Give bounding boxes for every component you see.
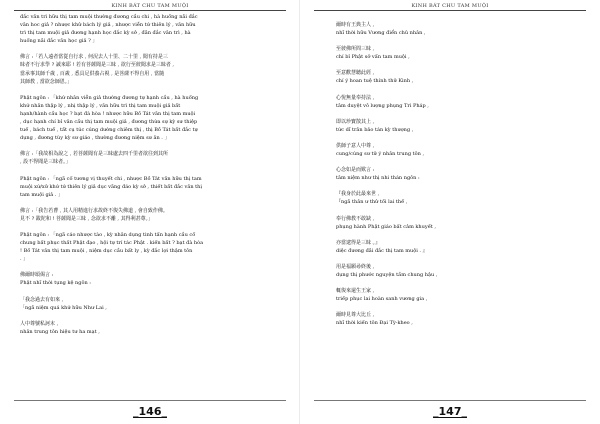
text-line: trì thị tam muội giả đương hạnh học đắc kỳ sở , đãn đắc văn trì , hà	[20, 30, 191, 37]
text-paragraph	[336, 94, 574, 110]
text-line: nhĩ thời hữu Vương điển chủ nhân ,	[336, 30, 426, 37]
text-paragraph	[336, 190, 574, 206]
text-paragraph	[336, 239, 574, 255]
text-paragraph	[20, 13, 282, 45]
text-line: 昧者不行求學 ? 誠來耶 ! 若有菩薩聞是三昧 , 欲行至彼聞求是三昧者 ,	[20, 62, 174, 69]
text-line: diệc đương đãi đắc thị tam muội . 』	[336, 247, 428, 254]
text-line: 當承事其師千歲 , 百歲 , 悉具足供養占視 , 是菩薩不得自用 , 當隨	[20, 70, 165, 77]
text-line: Phật ngôn : 「ngã cố tương vị thuyết chi , nhược Bồ Tát văn hữu thị tam	[20, 175, 202, 182]
text-line: tuế , bách tuế , tất cụ túc cúng dường chiêm thị , thị Bồ Tát bất đắc tự	[20, 127, 198, 134]
text-paragraph	[336, 21, 574, 37]
text-paragraph	[336, 118, 574, 134]
text-paragraph	[20, 150, 282, 166]
text-line: dụng , đương tùy kỳ sư giáo , thường đương niệm sư ân . 」	[20, 135, 170, 142]
text-line: . 」	[20, 256, 29, 263]
text-paragraph	[20, 271, 282, 287]
text-line: 佛言 :「若人遠者當從自行求 , 何況去人十里、二十里 , 聞有持是三	[20, 54, 168, 61]
text-line: 心悅無量奉持法 ,	[336, 94, 375, 101]
text-paragraph	[20, 320, 282, 336]
page-number: _147_	[433, 405, 467, 418]
text-line: phụng hành Phật giáo bất cảm khuyết ,	[336, 223, 436, 230]
text-line: Phật ngôn : 「khứ nhân viễn giả thường đương tự hạnh cầu , hà huống	[20, 94, 199, 101]
text-paragraph	[336, 311, 574, 327]
text-paragraph	[20, 175, 282, 199]
text-line: 爾時見尊大比丘 ,	[336, 312, 375, 319]
header-rule	[314, 10, 586, 11]
text-line: tức dĩ trân bảo tán kỳ thượng ,	[336, 126, 414, 133]
text-line: muội xứ/xử khứ tứ thiên lý giả dục vãng đáo kỳ sở , thiết bất đắc văn thị	[20, 183, 202, 190]
text-line: 爾時有王典主人 ,	[336, 22, 375, 28]
footer-rule	[314, 400, 586, 401]
text-line: huống nãi đắc văn học giả ? 」	[20, 38, 98, 45]
text-line: 亦當逮得是三昧 。』	[336, 239, 381, 246]
text-line: 至意歡慧聽此經 ,	[336, 70, 375, 77]
text-line: Phật ngôn : 「ngã cáo nhược tào , kỳ nhân dụng tinh tấn hạnh cầu cố	[20, 231, 196, 238]
text-line: 佛言 :「我告若曹 , 其人用精進行求故終不復失佛道 , 會自致作佛。	[20, 207, 168, 214]
text-line: 『我身於此最來世 ,	[336, 191, 380, 198]
text-paragraph	[20, 94, 282, 143]
text-line: tâm duyệt vô lượng phụng Trì Pháp ,	[336, 102, 429, 109]
text-paragraph	[20, 207, 282, 223]
text-line: 用是福願尋終後 ,	[336, 263, 375, 270]
text-line: nhân trung tôn hiệu tư ha mạt ,	[20, 328, 100, 335]
text-paragraph	[336, 287, 574, 303]
footer-rule	[14, 400, 286, 401]
text-paragraph	[20, 53, 282, 85]
running-head: KINH BÁT CHU TAM MUỘI	[411, 3, 489, 9]
right-page	[300, 0, 600, 424]
text-line: văn hoc giả ? nhược khử bách lý giả , nhược viễn tứ thiên lý , văn hữu	[20, 22, 196, 29]
page-body	[20, 13, 282, 344]
text-paragraph	[336, 69, 574, 85]
text-line: 供師子意人中尊 ,	[336, 142, 375, 149]
text-line: chí ý hoan tuệ thính thử Kinh ,	[336, 78, 414, 85]
text-line: chung bất phục thất Phật đạo , hội tự trí tác Phật . kiến bất ? bạt đà hòa	[20, 240, 204, 247]
text-line: ! Bồ Tát văn thị tam muội , niệm dục cầu bất ly , kỳ đắc lợi thậm tôn	[20, 248, 193, 255]
text-line: , 設不得聞是三昧者。」	[20, 159, 71, 166]
text-line: Phật nhĩ thời tụng kệ ngôn :	[20, 280, 91, 287]
text-paragraph	[336, 215, 574, 231]
text-line: cung/cúng sư tử ý nhân trung tôn ,	[336, 151, 425, 158]
running-head: KINH BÁT CHU TAM MUỘI	[111, 3, 189, 9]
text-line: 『ngã thân ư thử tối lai thế ,	[336, 199, 408, 206]
text-line: dụng thị phước nguyện tầm chung hậu ,	[336, 271, 438, 278]
text-line: nhĩ thời kiến tôn Đại Tỳ-kheo ,	[336, 320, 413, 327]
text-line: , dục hạnh chí bỉ văn cầu thị tam muội giả , đương thừa sự kỳ sư thiệp	[20, 119, 198, 126]
text-line: chí bỉ Phật sở vấn tam muội ,	[336, 54, 410, 61]
text-paragraph	[336, 263, 574, 279]
text-line: 其師教 , 當欲念師恩。」	[20, 78, 73, 85]
text-line: tam muội giả . 」	[20, 191, 64, 198]
text-line: 佛言 :「我故相為說之 , 若菩薩聞有是三昧處去四千里者欲往到其所	[20, 151, 169, 158]
text-line: 心念如是而歎言 :	[336, 167, 375, 174]
text-paragraph	[336, 142, 574, 158]
text-line: hạnh/hành cầu học ? bạt đà hòa ! nhược hữu Bồ Tát văn thị tam muội	[20, 110, 196, 117]
text-line: khứ nhân thập lý , nhị thập lý , văn hữu trì thị tam muội giả bất	[20, 102, 181, 109]
header-rule	[14, 10, 286, 11]
text-line: 至彼佛所問三昧 ,	[336, 46, 375, 53]
text-line: 即以珍寶散其上 ,	[336, 118, 375, 125]
text-paragraph	[20, 231, 282, 263]
text-line: 奉行佛教不敢缺 ,	[336, 215, 375, 222]
text-paragraph	[336, 45, 574, 61]
text-line: 人中尊號私訶末 ,	[20, 320, 59, 327]
text-line: triếp phục lai hoàn sanh vương gia ,	[336, 296, 428, 303]
text-line: 「我念過去有如來 ,	[20, 296, 64, 303]
text-line: tâm niệm như thị nhi thán ngôn :	[336, 175, 420, 182]
text-paragraph	[336, 166, 574, 182]
page-number: _146_	[133, 405, 167, 418]
text-line: đắc văn trì hữu thị tam muội thường đương cầu chi , hà huống nãi đắc	[20, 14, 198, 20]
text-line: 見不 ? 跋陀和 ! 菩薩聞是三昧 , 念欲求不離 , 其得利甚尊。」	[20, 215, 154, 222]
text-paragraph	[20, 296, 282, 312]
text-line: 輒復來還生王家 ,	[336, 288, 375, 295]
text-line: 佛爾時頌偈言 :	[20, 272, 54, 279]
page-body	[336, 21, 574, 335]
text-line: 「ngã niệm quá khứ hữu Như Lai ,	[20, 304, 107, 311]
